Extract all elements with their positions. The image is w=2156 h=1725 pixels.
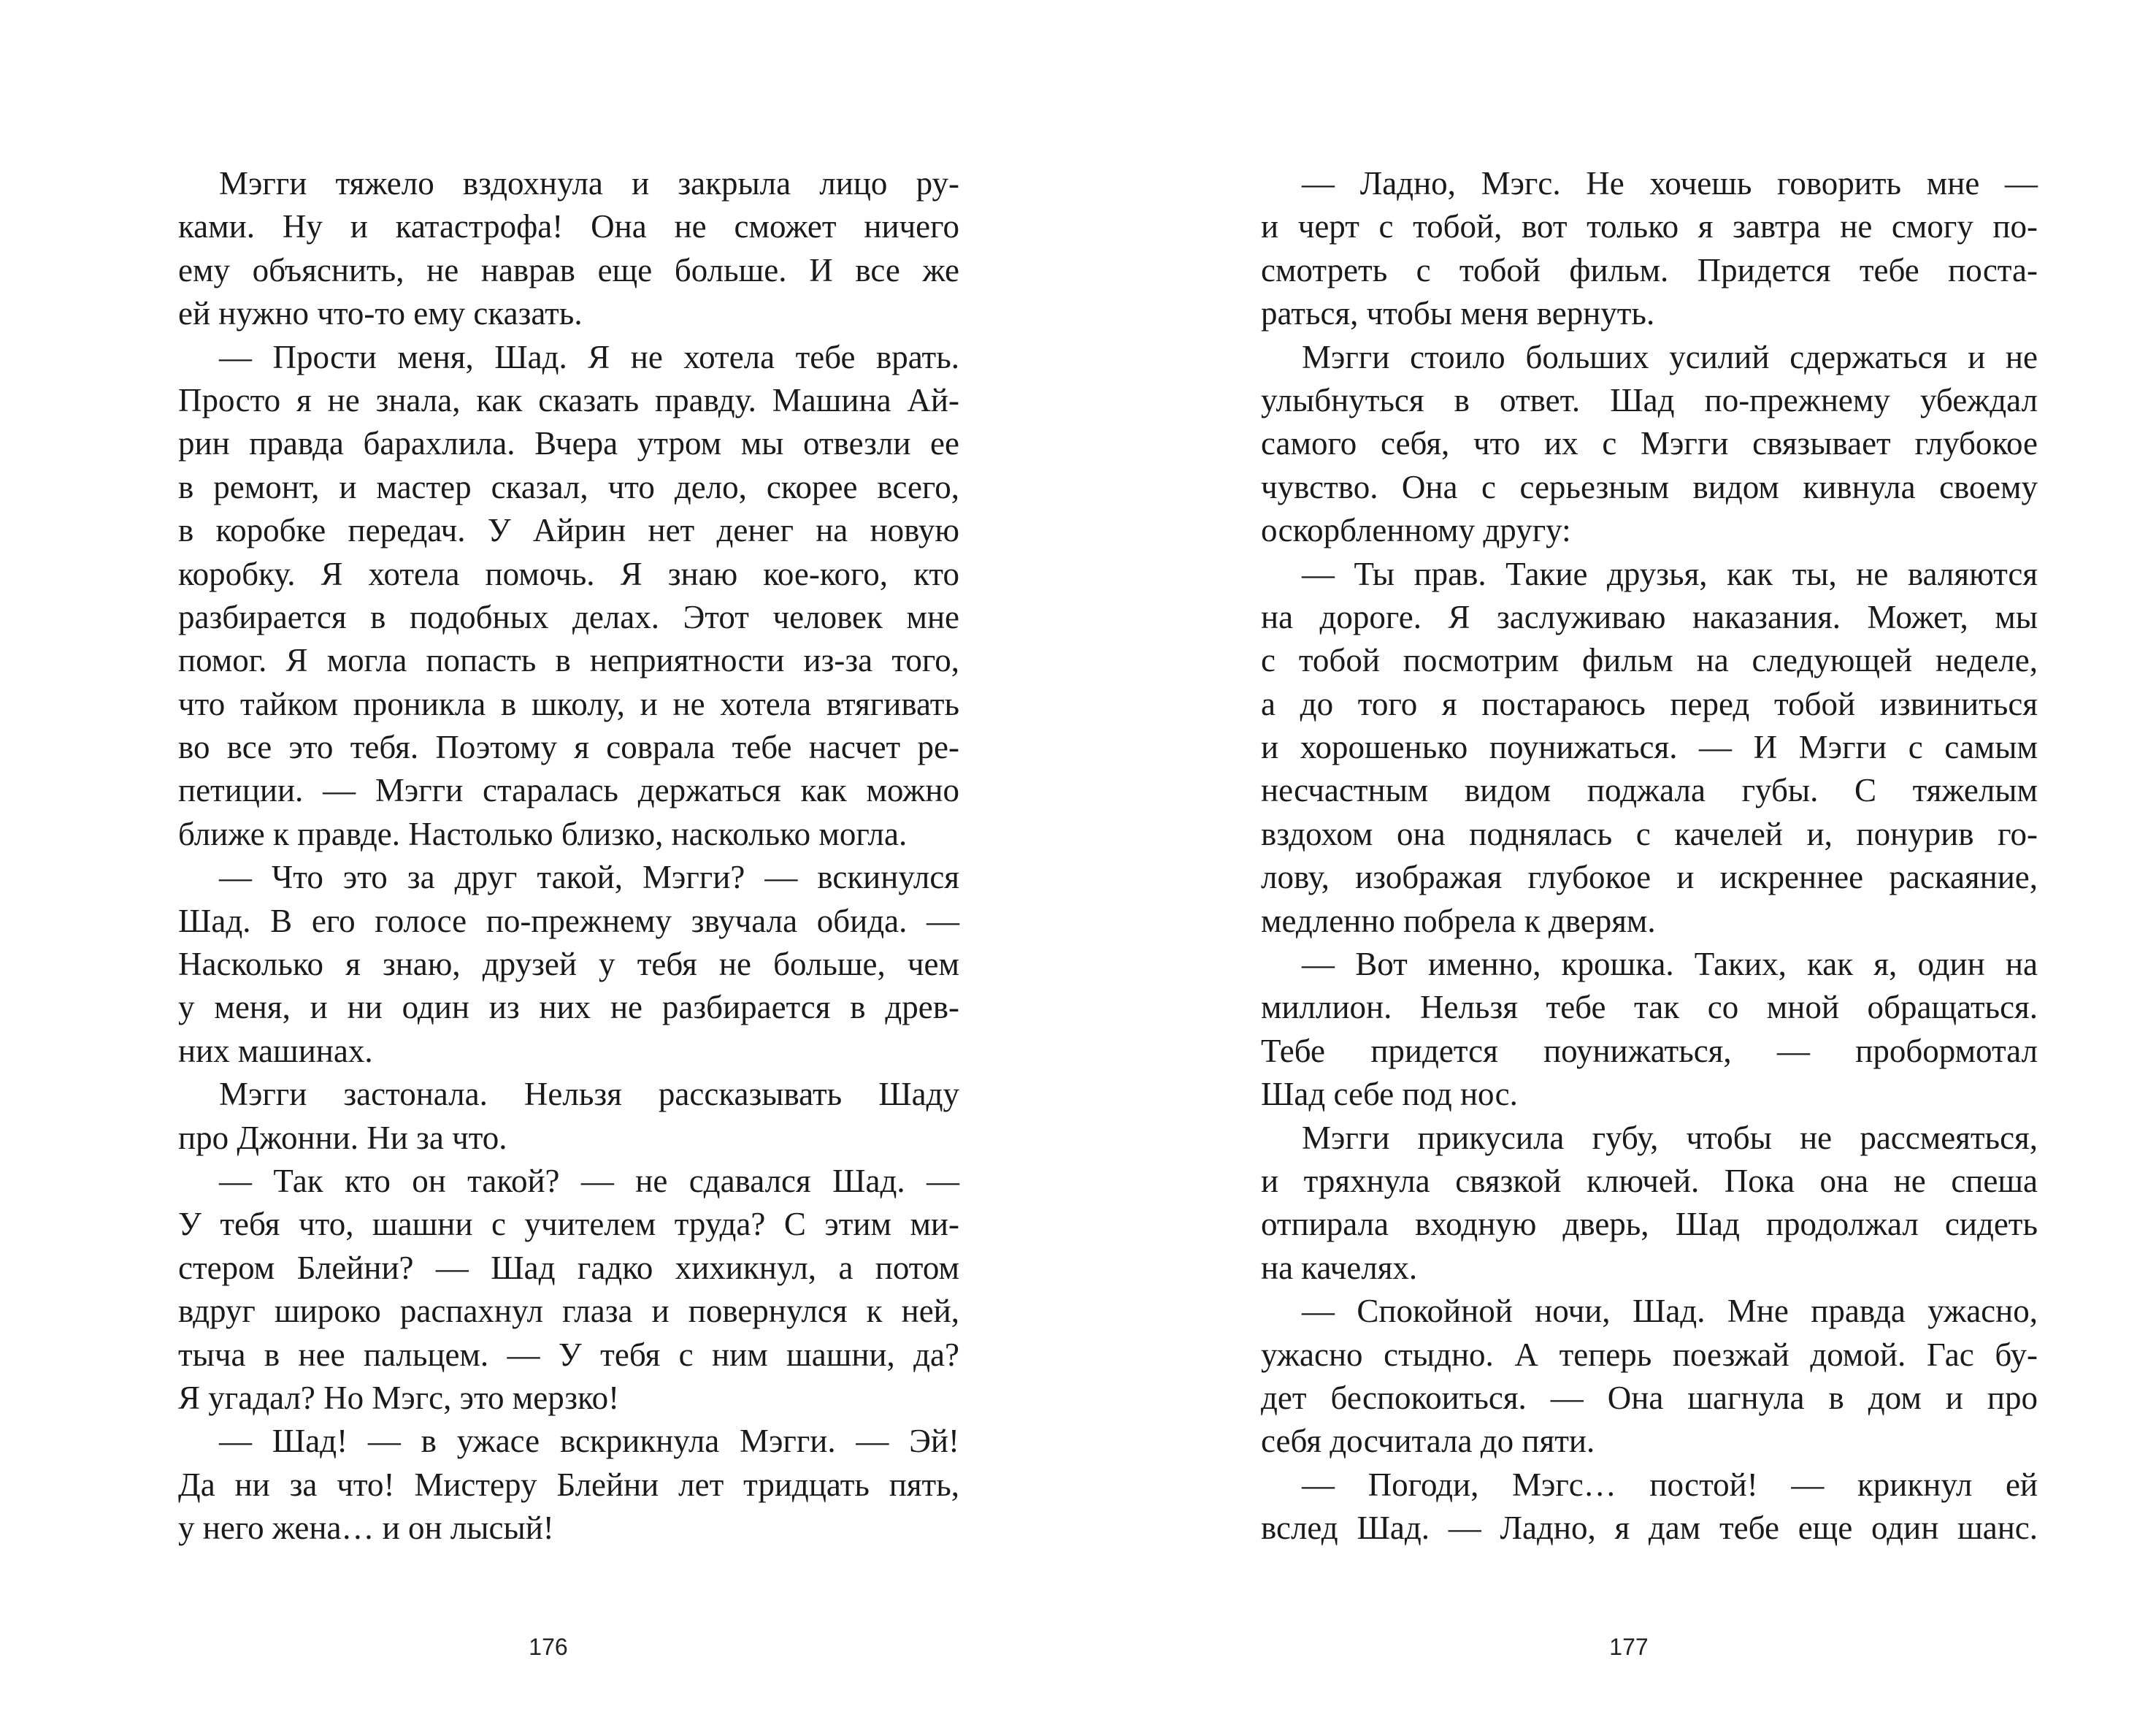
left-page-text — [137, 162, 959, 1550]
text-line: ему объяснить, не наврав еще больше. И все же — [178, 251, 959, 288]
text-line: Шад себе под нос. — [1261, 1076, 1518, 1113]
paragraph — [1220, 162, 2038, 336]
text-line: помог. Я могла попасть в неприятности из-за того, — [178, 642, 959, 679]
paragraph — [137, 162, 959, 336]
text-line: разбирается в подобных делах. Этот человек мне — [178, 598, 959, 635]
text-line: миллион. Нельзя тебе так со мной обращаться. — [1261, 989, 2038, 1026]
text-line: Мэгги стоило больших усилий сдержаться и не — [1302, 338, 2038, 375]
paragraph — [137, 1073, 959, 1160]
right-page — [1220, 0, 2038, 1725]
text-line: в коробке передач. У Айрин нет денег на новую — [178, 512, 959, 549]
paragraph — [1220, 553, 2038, 944]
text-line: в ремонт, и мастер сказал, что дело, скорее всего, — [178, 468, 959, 505]
text-line: — Вот именно, крошка. Таких, как я, один на — [1302, 946, 2038, 983]
text-line: дет беспокоиться. — Она шагнула в дом и про — [1261, 1379, 2038, 1416]
text-line: у него жена… и он лысый! — [178, 1510, 554, 1547]
text-line: оскорбленному другу: — [1261, 512, 1571, 549]
text-line: и тряхнула связкой ключей. Пока она не спеша — [1261, 1162, 2038, 1199]
text-line: — Погоди, Мэгс… постой! — крикнул ей — [1302, 1466, 2038, 1503]
text-line: на дороге. Я заслуживаю наказания. Может, мы — [1261, 598, 2038, 635]
text-line: во все это тебя. Поэтому я соврала тебе насчет ре- — [178, 729, 959, 766]
text-line: ей нужно что-то ему сказать. — [178, 295, 583, 332]
text-line: вслед Шад. — Ладно, я дам тебе еще один шанс. — [1261, 1510, 2038, 1547]
paragraph — [137, 1420, 959, 1550]
text-line: ужасно стыдно. А теперь поезжай домой. Гас бу- — [1261, 1336, 2038, 1373]
text-line: несчастным видом поджала губы. С тяжелым — [1261, 772, 2038, 809]
text-line: а до того я постараюсь перед тобой извиниться — [1261, 685, 2038, 722]
text-line: — Что это за друг такой, Мэгги? — вскинулся — [219, 859, 959, 896]
text-line: и хорошенько поунижаться. — И Мэгги с самым — [1261, 729, 2038, 766]
paragraph — [1220, 1464, 2038, 1550]
text-line: — Ты прав. Такие друзья, как ты, не валяются — [1302, 555, 2038, 592]
text-line: вздохом она поднялась с качелей и, понурив го- — [1261, 815, 2038, 852]
text-line: у меня, и ни один из них не разбирается в древ- — [178, 989, 959, 1026]
text-line: У тебя что, шашни с учителем труда? С этим ми- — [178, 1206, 959, 1243]
paragraph — [1220, 943, 2038, 1117]
text-line: них машинах. — [178, 1032, 373, 1069]
text-line: — Спокойной ночи, Шад. Мне правда ужасно, — [1302, 1293, 2038, 1330]
text-line: улыбнуться в ответ. Шад по-прежнему убеждал — [1261, 381, 2038, 418]
text-line: раться, чтобы меня вернуть. — [1261, 295, 1655, 332]
text-line: на качелях. — [1261, 1249, 1418, 1286]
text-line: Да ни за что! Мистеру Блейни лет тридцать пять, — [178, 1466, 959, 1503]
text-line: Мэгги застонала. Нельзя рассказывать Шаду — [219, 1076, 959, 1113]
text-line: лову, изображая глубокое и искреннее раскаяние, — [1261, 859, 2038, 896]
paragraph — [1220, 336, 2038, 553]
text-line: вдруг широко распахнул глаза и повернулся к ней, — [178, 1293, 959, 1330]
text-line: рин правда барахлила. Вчера утром мы отвезли ее — [178, 425, 959, 462]
text-line: Просто я не знала, как сказать правду. Машина Ай- — [178, 381, 959, 418]
text-line: Я угадал? Но Мэгс, это мерзко! — [178, 1379, 620, 1416]
text-line: медленно побрела к дверям. — [1261, 902, 1656, 939]
text-line: самого себя, что их с Мэгги связывает глубокое — [1261, 425, 2038, 462]
text-line: смотреть с тобой фильм. Придется тебе поста- — [1261, 251, 2038, 288]
left-page — [137, 0, 959, 1725]
text-line: что тайком проникла в школу, и не хотела втягивать — [178, 685, 959, 722]
text-line: себя досчитала до пяти. — [1261, 1423, 1595, 1460]
text-line: петиции. — Мэгги старалась держаться как можно — [178, 772, 959, 809]
text-line: отпирала входную дверь, Шад продолжал сидеть — [1261, 1206, 2038, 1243]
paragraph — [137, 1160, 959, 1420]
text-line: тыча в нее пальцем. — У тебя с ним шашни, да? — [178, 1336, 959, 1373]
text-line: Тебе придется поунижаться, — пробормотал — [1261, 1032, 2038, 1069]
text-line: — Прости меня, Шад. Я не хотела тебе врать. — [219, 338, 959, 375]
text-line: про Джонни. Ни за что. — [178, 1119, 507, 1156]
text-line: Мэгги тяжело вздохнула и закрыла лицо ру- — [219, 165, 959, 202]
paragraph — [1220, 1117, 2038, 1290]
text-line: Насколько я знаю, друзей у тебя не больше, чем — [178, 946, 959, 983]
text-line: — Так кто он такой? — не сдавался Шад. — — [219, 1162, 959, 1199]
text-line: коробку. Я хотела помочь. Я знаю кое-кого, кто — [178, 555, 959, 592]
paragraph — [137, 336, 959, 857]
text-line: чувство. Она с серьезным видом кивнула своему — [1261, 468, 2038, 505]
text-line: и черт с тобой, вот только я завтра не смогу по- — [1261, 208, 2038, 245]
left-page-number: 176 — [529, 1634, 568, 1660]
paragraph — [1220, 1290, 2038, 1464]
text-line: — Ладно, Мэгс. Не хочешь говорить мне — — [1302, 165, 2038, 202]
right-page-text — [1220, 162, 2038, 1550]
text-line: ками. Ну и катастрофа! Она не сможет ничего — [178, 208, 959, 245]
paragraph — [137, 856, 959, 1073]
text-line: — Шад! — в ужасе вскрикнула Мэгги. — Эй! — [219, 1423, 959, 1460]
text-line: Мэгги прикусила губу, чтобы не рассмеяться, — [1302, 1119, 2038, 1156]
text-line: ближе к правде. Настолько близко, насколько могла. — [178, 815, 908, 852]
text-line: Шад. В его голосе по-прежнему звучала обида. — — [178, 902, 959, 939]
text-line: стером Блейни? — Шад гадко хихикнул, а потом — [178, 1249, 959, 1286]
text-line: с тобой посмотрим фильм на следующей неделе, — [1261, 642, 2038, 679]
right-page-number: 177 — [1609, 1634, 1649, 1660]
